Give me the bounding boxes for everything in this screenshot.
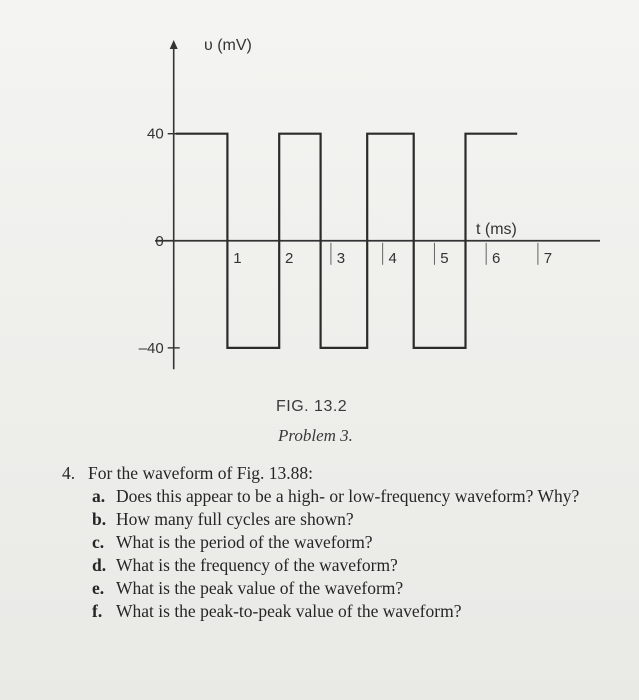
figure-caption: FIG. 13.2 [276,398,348,415]
x-tick-label: 6 [491,249,501,267]
part-text: What is the period of the waveform? [116,532,373,552]
problem-number: 4. [62,463,76,483]
problem-parts [92,485,632,623]
part-text: What is the peak-to-peak value of the waveform? [116,601,462,621]
y-tick-label: 40 [147,125,164,143]
part-letter: f. [92,601,103,621]
part-text: How many full cycles are shown? [116,509,354,529]
problem-part-f [92,600,632,623]
part-text: What is the frequency of the waveform? [116,555,398,575]
part-letter: d. [92,555,107,575]
part-letter: b. [92,509,107,529]
problem-header [62,462,632,485]
part-letter: a. [92,486,106,506]
part-letter: c. [92,532,105,552]
problem-part-e [92,577,632,600]
x-tick-label: 4 [388,249,397,267]
problem-part-a [92,485,632,508]
problem-part-d [92,554,632,577]
y-axis-label: υ (mV) [204,37,252,54]
problem-4 [62,462,632,623]
y-tick-label: –40 [138,339,164,357]
problem-part-b [92,508,632,531]
x-tick-label: 5 [440,249,449,267]
x-axis-label: t (ms) [476,221,517,238]
chart-axes [155,40,600,369]
part-text: Does this appear to be a high- or low-frequency waveform? Why? [116,486,580,506]
problem-part-c [92,531,632,554]
x-tick-label: 1 [233,249,242,267]
problem-intro: For the waveform of Fig. 13.88: [88,463,314,483]
y-tick-label: 0 [155,232,164,250]
x-tick-label: 3 [336,249,346,267]
part-text: What is the peak value of the waveform? [116,578,404,598]
x-tick-label: 7 [543,249,553,267]
y-axis-arrow [170,40,178,49]
figure-problem-caption: Problem 3. [278,426,353,445]
x-tick-label: 2 [285,249,294,267]
part-letter: e. [92,578,105,598]
